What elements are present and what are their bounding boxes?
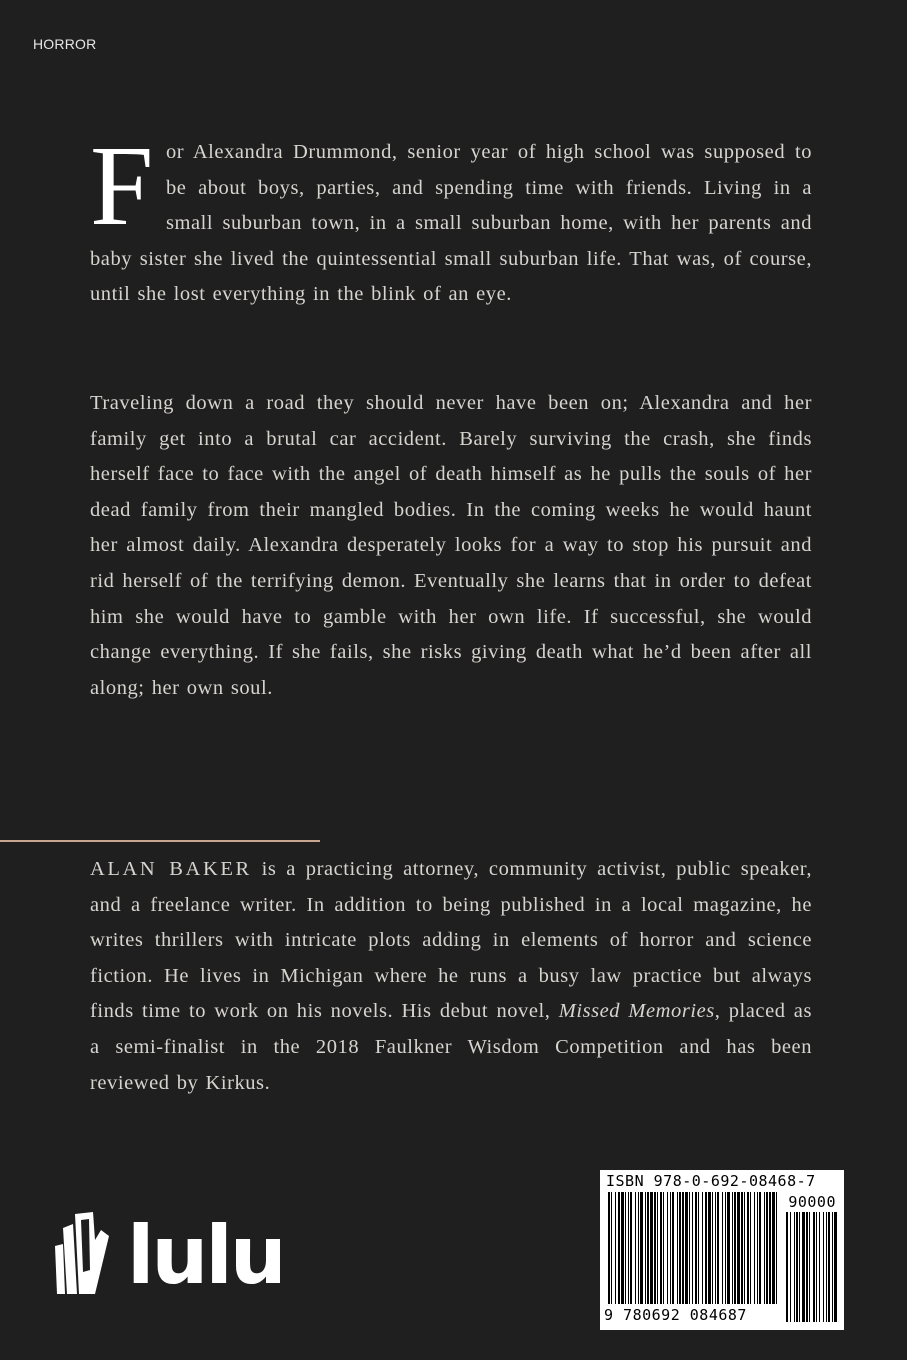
- genre-label: HORROR: [33, 36, 97, 52]
- isbn-barcode: [600, 1170, 844, 1330]
- section-divider: [0, 840, 320, 842]
- author-bio: [90, 852, 812, 1101]
- synopsis-paragraph-1-text: or Alexandra Drummond, senior year of high school was supposed to be about boys, parties, and spending time with friends. Living in a small suburban town, in a small suburban home, with her parents and baby sister she lived the quintessential small suburban life. That was, of course, until she lost everything in the blink of an eye.: [90, 141, 812, 306]
- publisher-logo: [55, 1209, 284, 1302]
- bio-text-2: , placed as a semi-finalist in the 2018 Faulkner Wisdom Competition and has been reviewed by Kirkus.: [90, 1000, 812, 1094]
- drop-cap: F: [90, 122, 154, 249]
- author-name: ALAN BAKER: [90, 858, 252, 880]
- book-icon: [55, 1210, 125, 1296]
- book-title: Missed Memories: [558, 1000, 715, 1023]
- publisher-name: lulu: [127, 1209, 284, 1302]
- barcode-addon-code: 90000: [788, 1193, 836, 1211]
- bio-text-1: is a practicing attorney, community activist, public speaker, and a freelance writer. In addition to being published in a local magazine, he writes thrillers with intricate plots adding in elements of horror and science fiction. He lives in Michigan where he runs a busy law practice but always finds time to work on his novels. His debut novel,: [90, 858, 812, 1023]
- barcode-ean-digits: 9 780692 084687: [604, 1306, 747, 1324]
- isbn-label: ISBN 978-0-692-08468-7: [606, 1172, 816, 1190]
- synopsis-paragraph-2: Traveling down a road they should never have been on; Alexandra and her family get into a brutal car accident. Barely surviving the crash, she finds herself face to face with the angel of death himself as he pulls the souls of her dead family from their mangled bodies. In the coming weeks he would haunt her almost daily. Alexandra desperately looks for a way to stop his pursuit and rid herself of the terrifying demon. Eventually she learns that in order to defeat him she would have to gamble with her own life. If successful, she would change everything. If she fails, she risks giving death what he’d been after all along; her own soul.: [90, 392, 812, 699]
- synopsis-paragraph-1: [90, 122, 812, 313]
